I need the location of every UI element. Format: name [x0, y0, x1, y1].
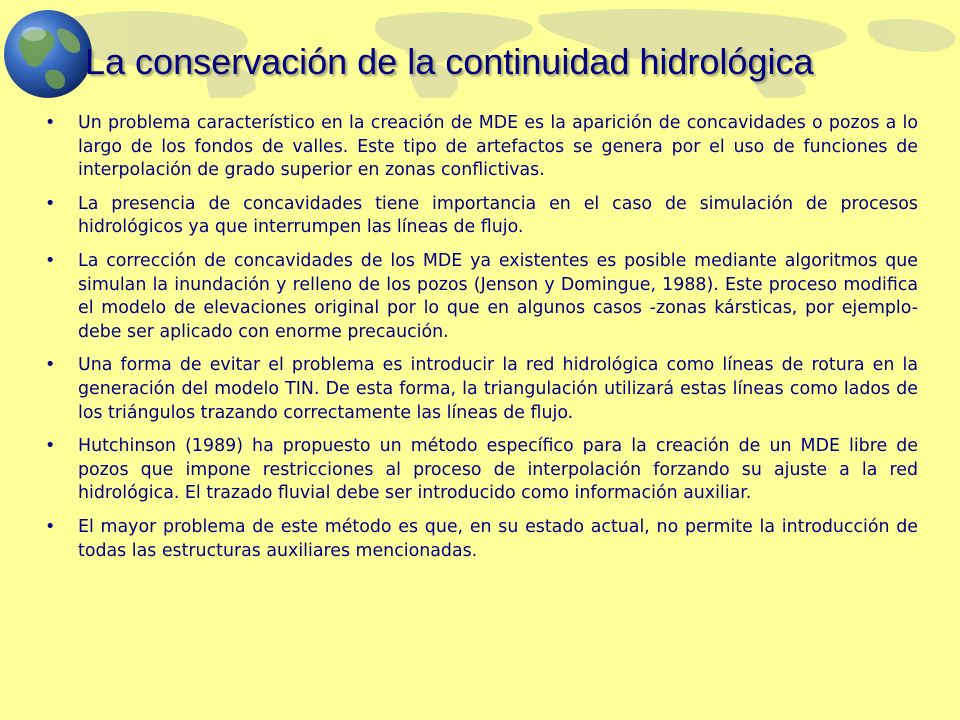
- bullet-marker: •: [45, 516, 56, 537]
- bullet-item: [40, 193, 918, 240]
- bullet-list: [40, 112, 918, 573]
- bullet-item: [40, 112, 918, 183]
- bullet-text: Hutchinson (1989) ha propuesto un método específico para la creación de un MDE libre de pozos que impone restricciones al proceso de interpolación forzando su ajuste a la red hidrológica. El trazado fluvial debe ser introducido como información auxiliar.: [78, 436, 918, 504]
- bullet-marker: •: [45, 113, 56, 133]
- bullet-item: [40, 354, 918, 425]
- bullet-text: El mayor problema de este método es que, en su estado actual, no permite la introducción de todas las estructuras auxiliares mencionadas.: [78, 516, 918, 561]
- bullet-item: [40, 516, 918, 563]
- bullet-item: [40, 250, 918, 344]
- bullet-marker: •: [45, 436, 56, 457]
- bullet-text: La presencia de concavidades tiene importancia en el caso de simulación de procesos hidrológicos ya que interrumpen las líneas de flujo.: [78, 193, 918, 238]
- header-band: [0, 0, 960, 98]
- bullet-marker: •: [45, 193, 56, 214]
- bullet-text: La corrección de concavidades de los MDE ya existentes es posible mediante algoritmos que simulan la inundación y relleno de los pozos (Jenson y Domingue, 1988). Este proceso modifica el modelo de elevaciones original por lo que en algunos casos -zonas kársticas, por ejemplo- debe ser aplicado con enorme precaución.: [78, 250, 918, 342]
- slide-title: La conservación de la continuidad hidrológica: [85, 41, 814, 82]
- bullet-marker: •: [45, 355, 56, 376]
- bullet-text: Una forma de evitar el problema es introducir la red hidrológica como líneas de rotura en la generación del modelo TIN. De esta forma, la triangulación utilizará estas líneas como lados de los triángulos trazando correctamente las líneas de flujo.: [78, 355, 918, 423]
- globe-icon: [2, 8, 94, 98]
- bullet-text: Un problema característico en la creación de MDE es la aparición de concavidades o pozos a lo largo de los fondos de valles. Este tipo de artefactos se genera por el uso de funciones de interpolación de grado superior en zonas conflictivas.: [78, 113, 918, 181]
- bullet-item: [40, 435, 918, 506]
- bullet-marker: •: [45, 250, 56, 271]
